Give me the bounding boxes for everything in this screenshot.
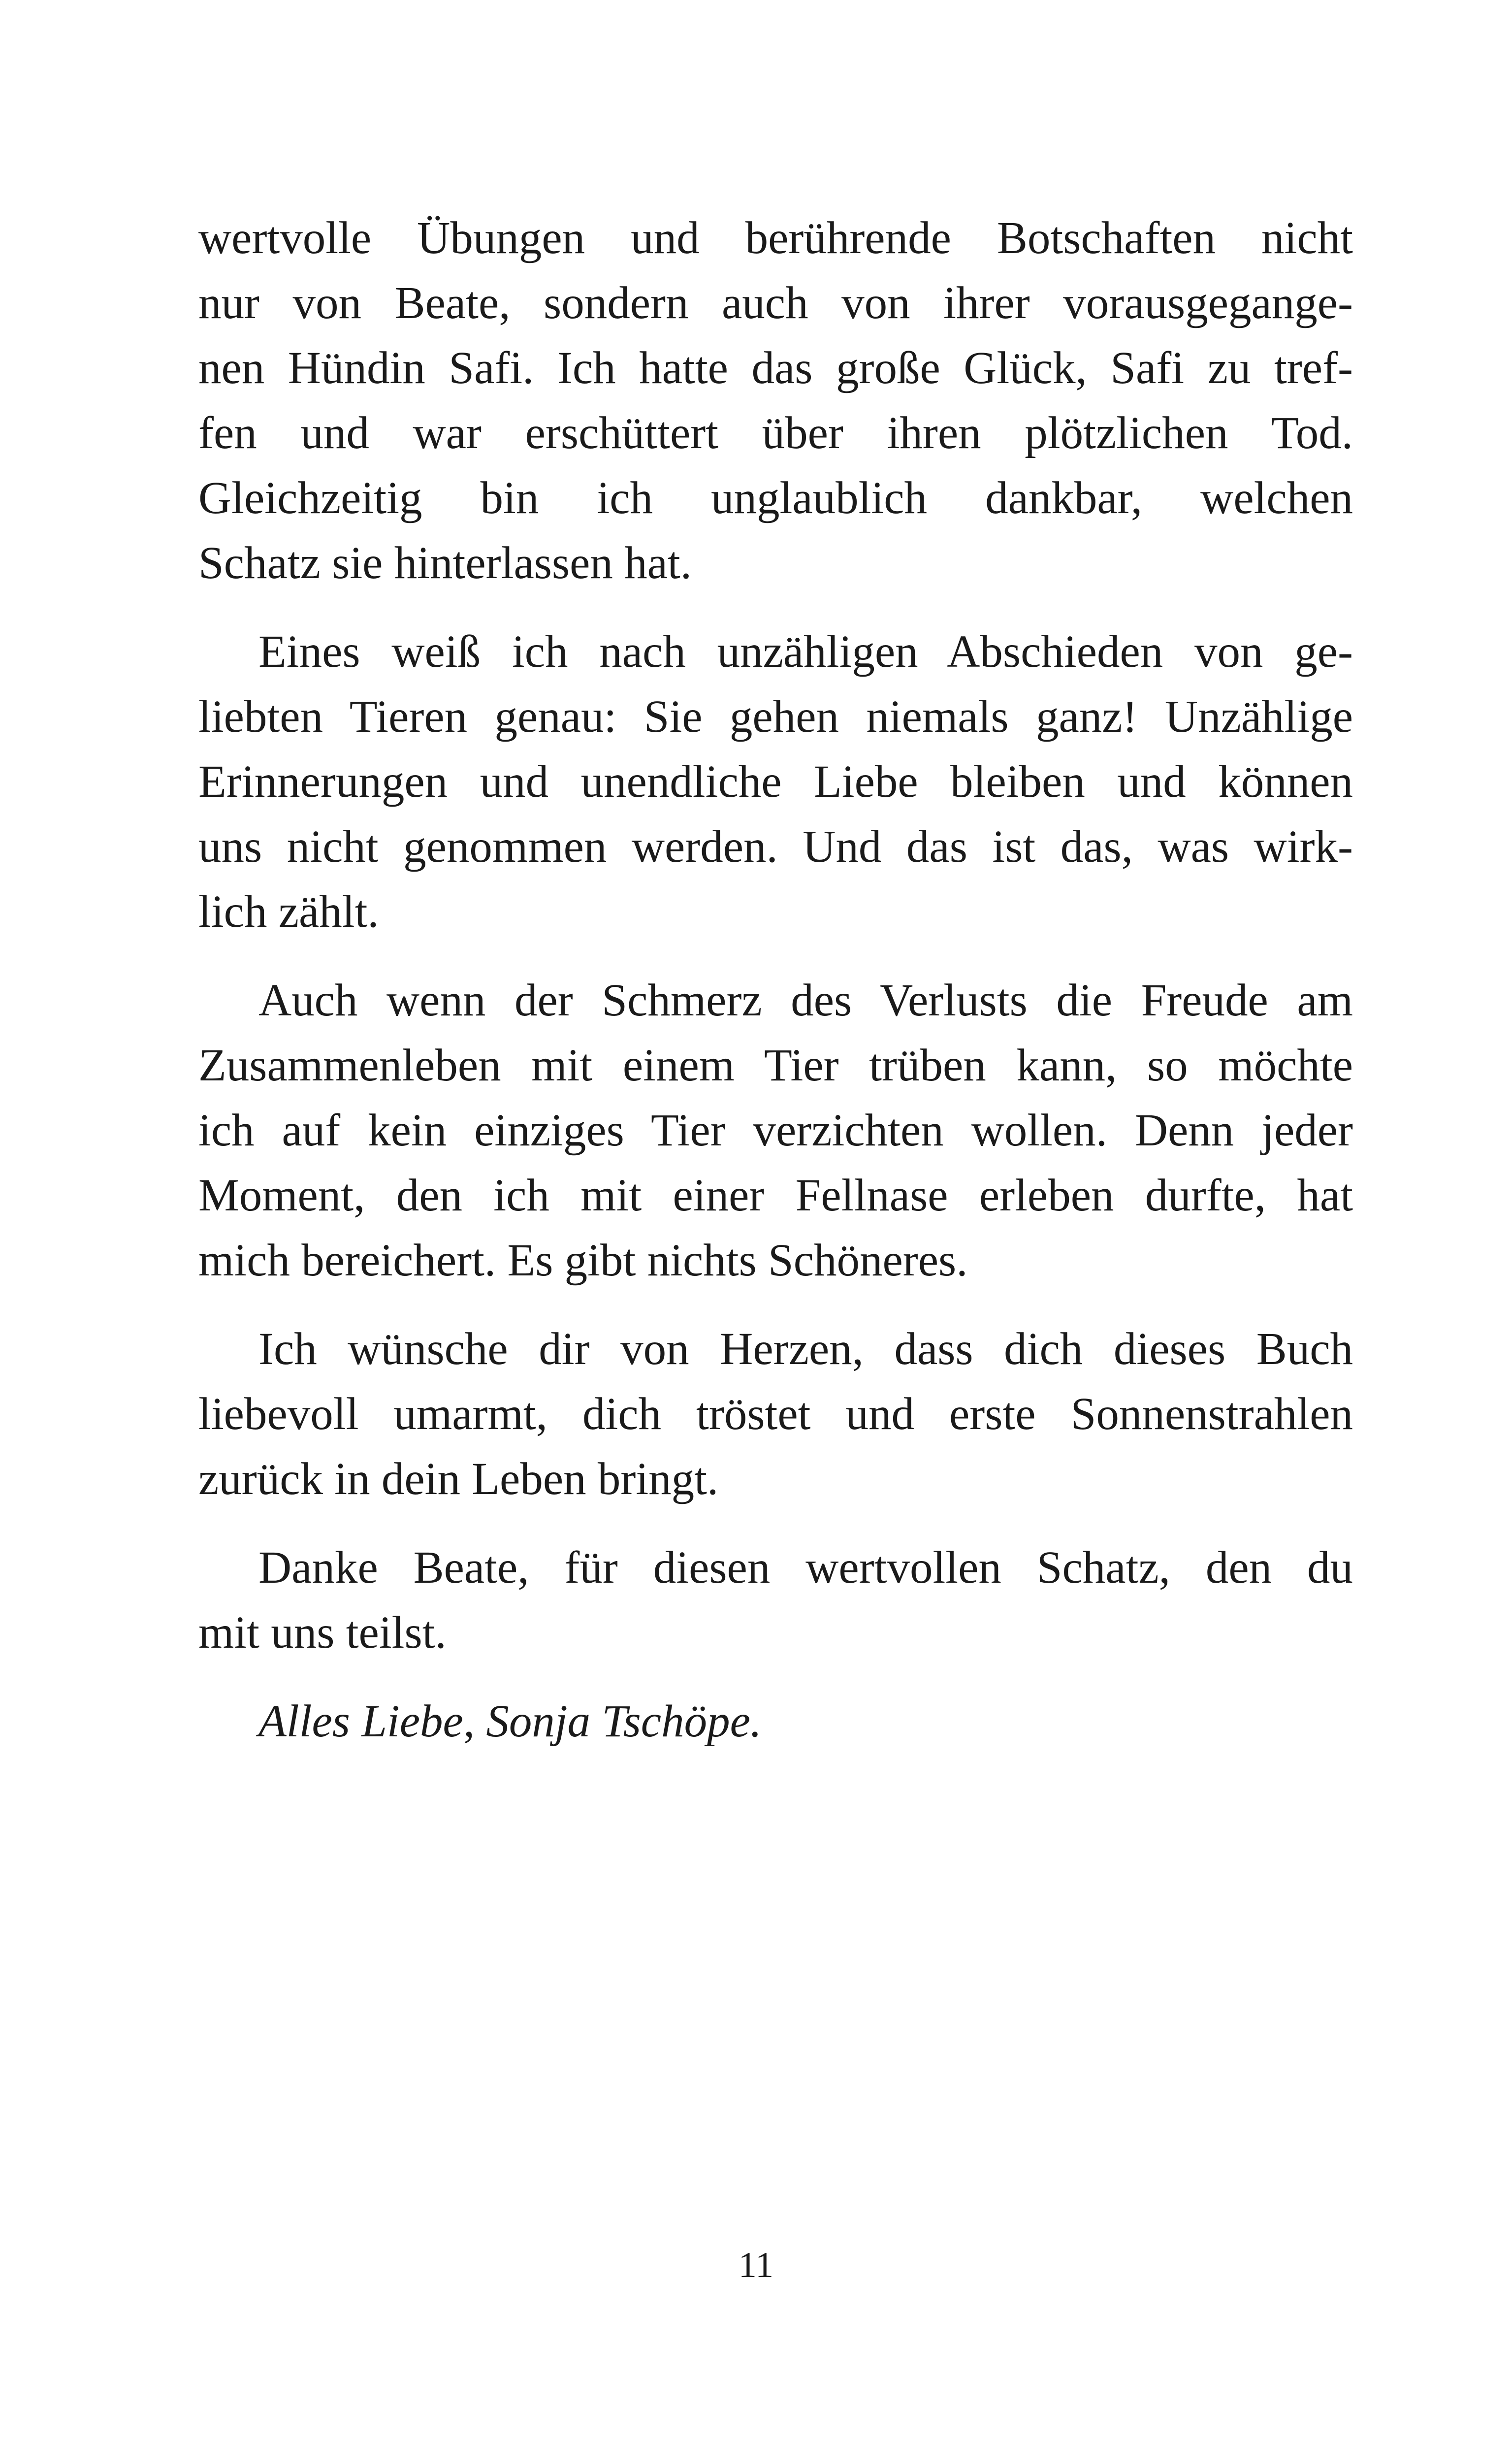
text-line: lich zählt.	[198, 886, 379, 937]
text-line: wertvolle Übungen und berührende Botschaften nicht	[198, 213, 1353, 263]
page-number: 11	[738, 2245, 774, 2285]
paragraph-5	[198, 1535, 1353, 1665]
text-line: nen Hündin Safi. Ich hatte das große Glück, Safi zu tref-	[198, 343, 1353, 393]
text-line: fen und war erschüttert über ihren plötzlichen Tod.	[198, 408, 1353, 458]
text-line: Danke Beate, für diesen wertvollen Schatz, den du	[258, 1542, 1353, 1593]
text-line: Moment, den ich mit einer Fellnase erleben durfte, hat	[198, 1170, 1353, 1221]
text-line: Schatz sie hinterlassen hat.	[198, 538, 692, 588]
text-line: liebevoll umarmt, dich tröstet und erste Sonnenstrahlen	[198, 1389, 1353, 1439]
text-line: uns nicht genommen werden. Und das ist das, was wirk-	[198, 821, 1353, 872]
text-line: Gleichzeitig bin ich unglaublich dankbar, welchen	[198, 473, 1353, 523]
text-line: mit uns teilst.	[198, 1607, 447, 1658]
text-line: nur von Beate, sondern auch von ihrer vorausgegange-	[198, 278, 1353, 328]
paragraph-3	[198, 968, 1353, 1293]
paragraph-4	[198, 1317, 1353, 1512]
body-text	[198, 206, 1353, 1754]
text-line: liebten Tieren genau: Sie gehen niemals ganz! Unzählige	[198, 691, 1353, 742]
text-line: Erinnerungen und unendliche Liebe bleiben und können	[198, 756, 1353, 807]
text-line: Zusammenleben mit einem Tier trüben kann, so möchte	[198, 1040, 1353, 1091]
text-line: zurück in dein Leben bringt.	[198, 1454, 719, 1504]
text-line: Eines weiß ich nach unzähligen Abschieden von ge-	[258, 626, 1353, 677]
text-line: ich auf kein einziges Tier verzichten wollen. Denn jeder	[198, 1105, 1353, 1156]
paragraph-2	[198, 619, 1353, 945]
paragraph-1	[198, 206, 1353, 596]
signature: Alles Liebe, Sonja Tschöpe.	[258, 1696, 762, 1747]
text-line: Ich wünsche dir von Herzen, dass dich dieses Buch	[258, 1324, 1353, 1374]
text-line: Auch wenn der Schmerz des Verlusts die Freude am	[258, 975, 1353, 1026]
text-line: mich bereichert. Es gibt nichts Schöneres.	[198, 1235, 968, 1286]
